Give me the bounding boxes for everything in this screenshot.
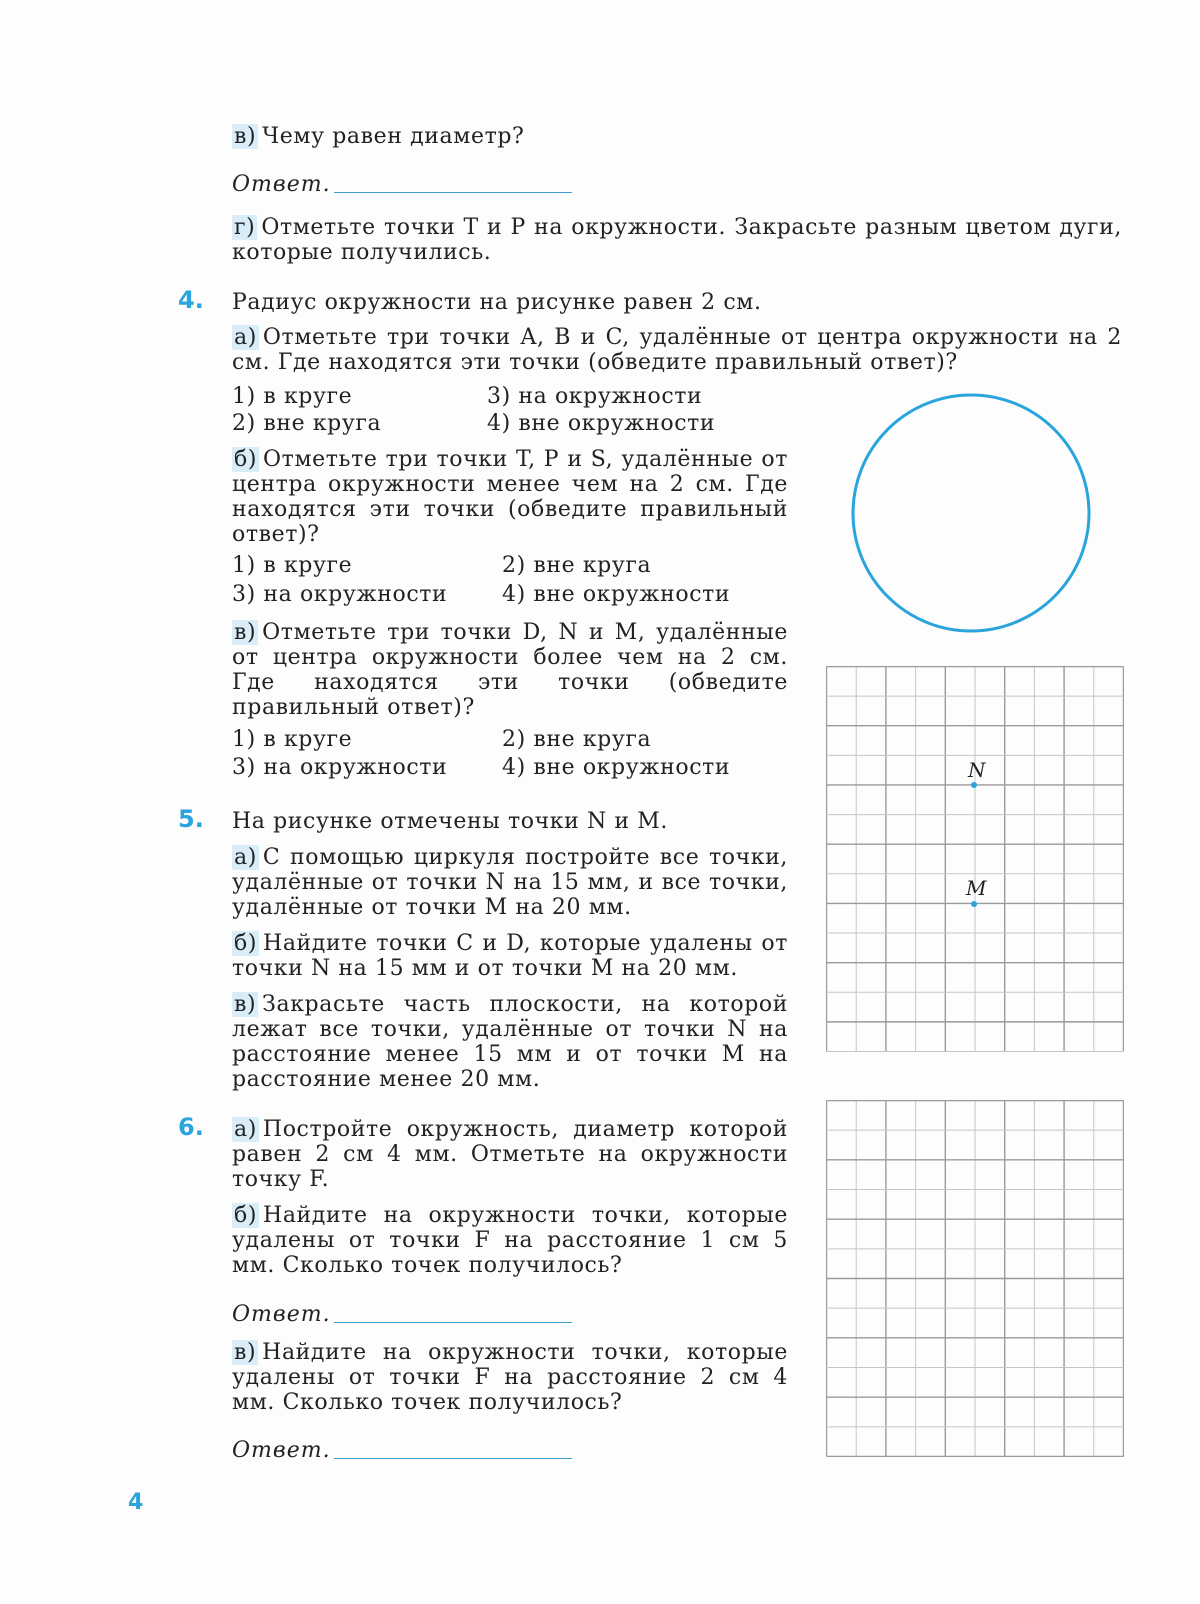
q5-a-item bbox=[232, 845, 788, 920]
q4-a-item bbox=[232, 325, 1122, 375]
grid-lines bbox=[827, 667, 1124, 1052]
item-text: Постройте окружность, диаметр которой равен 2 см 4 мм. Отметьте на окружности точку F. bbox=[232, 1117, 788, 1192]
q3-g-item bbox=[232, 215, 1122, 265]
option[interactable]: 3) на окружности bbox=[487, 384, 703, 409]
option[interactable]: 1) в круге bbox=[232, 727, 353, 752]
item-text: Отметьте три точки T, P и S, удалённые от центра окружности менее чем на 2 см. Где находятся эти точки (обведите правильный ответ)? bbox=[232, 447, 788, 547]
item-marker: в) bbox=[234, 1340, 257, 1365]
option[interactable]: 1) в круге bbox=[232, 553, 353, 578]
answer-line[interactable] bbox=[334, 1322, 572, 1323]
grid-lines bbox=[827, 1101, 1124, 1457]
item-marker: в) bbox=[234, 992, 257, 1017]
option[interactable]: 4) вне окружности bbox=[502, 582, 731, 607]
option[interactable]: 3) на окружности bbox=[232, 755, 448, 780]
answer-line[interactable] bbox=[334, 1458, 572, 1459]
item-text: Найдите точки C и D, которые удалены от точки N на 15 мм и от точки M на 20 мм. bbox=[232, 931, 788, 981]
item-marker: б) bbox=[234, 1203, 258, 1228]
q6-v-item bbox=[232, 1340, 788, 1415]
option[interactable]: 4) вне окружности bbox=[502, 755, 731, 780]
item-text: Найдите на окружности точки, которые удалены от точки F на расстояние 2 см 4 мм. Сколько точек получилось? bbox=[232, 1340, 788, 1415]
item-text: Отметьте точки T и P на окружности. Закрасьте разным цветом дуги, которые получились. bbox=[232, 215, 1122, 265]
answer-label: Ответ. bbox=[232, 1302, 331, 1327]
answer-line[interactable] bbox=[334, 192, 572, 193]
item-text: С помощью циркуля постройте все точки, удалённые от точки N на 15 мм, и все точки, удалённые от точки M на 20 мм. bbox=[232, 845, 788, 920]
circle-figure[interactable] bbox=[848, 390, 1094, 636]
option[interactable]: 4) вне окружности bbox=[487, 411, 716, 436]
item-marker: а) bbox=[234, 325, 257, 350]
task-number: 6. bbox=[178, 1113, 204, 1141]
item-text: Закрасьте часть плоскости, на которой лежат все точки, удалённые от точки N на расстояние менее 15 мм и от точки M на расстояние менее 20 мм. bbox=[232, 992, 788, 1092]
item-marker: б) bbox=[234, 447, 258, 472]
point-m-label: M bbox=[966, 876, 987, 900]
q5-v-item bbox=[232, 992, 788, 1092]
q6-b-item bbox=[232, 1203, 788, 1278]
task-intro: Радиус окружности на рисунке равен 2 см. bbox=[232, 290, 762, 315]
item-text: Отметьте три точки D, N и M, удалённые от центра окружности более чем на 2 см. Где находятся эти точки (обведите правильный ответ)? bbox=[232, 620, 788, 720]
option[interactable]: 1) в круге bbox=[232, 384, 353, 409]
option[interactable]: 2) вне круга bbox=[232, 411, 382, 436]
grid-figure-1[interactable] bbox=[826, 666, 1124, 1052]
item-marker: а) bbox=[234, 1117, 257, 1142]
q4-b-item bbox=[232, 447, 788, 547]
grid-figure-2[interactable] bbox=[826, 1100, 1124, 1457]
q5-b-item bbox=[232, 931, 788, 981]
circle-outline bbox=[853, 395, 1089, 631]
item-marker: в) bbox=[234, 124, 257, 149]
q6-a-item bbox=[232, 1117, 788, 1192]
q4-v-item bbox=[232, 620, 788, 720]
point-n-dot bbox=[971, 782, 977, 788]
point-n-label: N bbox=[968, 758, 986, 782]
task-number: 5. bbox=[178, 805, 204, 833]
answer-label: Ответ. bbox=[232, 1438, 331, 1463]
item-text: Чему равен диаметр? bbox=[262, 124, 525, 149]
page-number: 4 bbox=[128, 1490, 144, 1515]
task-intro: На рисунке отмечены точки N и M. bbox=[232, 809, 668, 834]
answer-label: Ответ. bbox=[232, 172, 331, 197]
item-text: Отметьте три точки A, B и C, удалённые от центра окружности на 2 см. Где находятся эти точки (обведите правильный ответ)? bbox=[232, 325, 1122, 375]
q3-v-item bbox=[232, 124, 1122, 149]
option[interactable]: 2) вне круга bbox=[502, 553, 652, 578]
task-number: 4. bbox=[178, 286, 204, 314]
point-m-dot bbox=[971, 901, 977, 907]
item-marker: в) bbox=[234, 620, 257, 645]
item-text: Найдите на окружности точки, которые удалены от точки F на расстояние 1 см 5 мм. Сколько точек получилось? bbox=[232, 1203, 788, 1278]
item-marker: а) bbox=[234, 845, 257, 870]
item-marker: г) bbox=[234, 215, 256, 240]
option[interactable]: 2) вне круга bbox=[502, 727, 652, 752]
item-marker: б) bbox=[234, 931, 258, 956]
option[interactable]: 3) на окружности bbox=[232, 582, 448, 607]
